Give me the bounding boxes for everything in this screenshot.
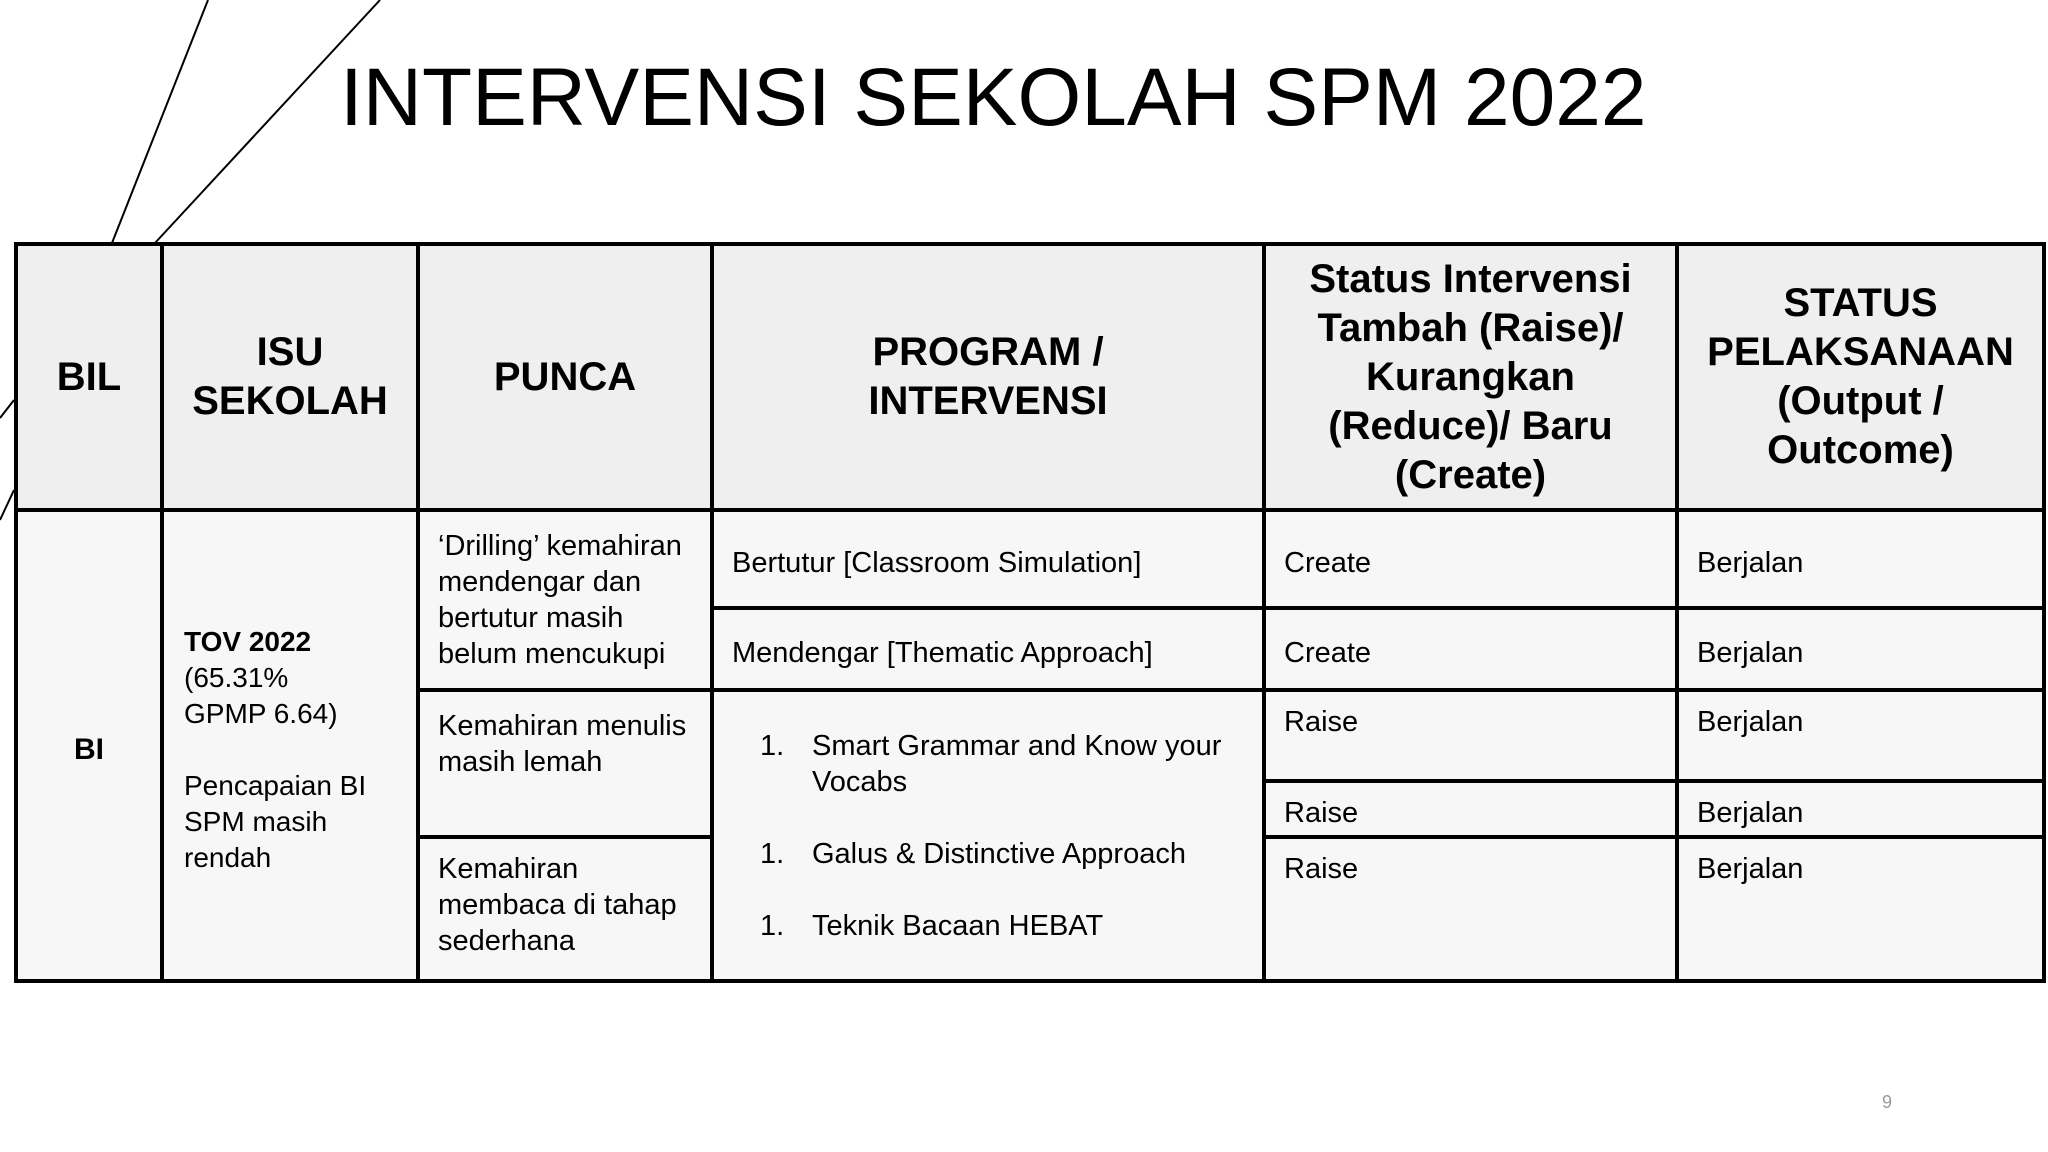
program-cell: Bertutur [Classroom Simulation]: [712, 510, 1264, 608]
status-intervensi-cell: Raise: [1264, 781, 1677, 837]
status-intervensi-cell: Raise: [1264, 837, 1677, 981]
isu-sekolah-cell: TOV 2022 (65.31% GPMP 6.64) Pencapaian BI SPM masih rendah: [162, 510, 418, 981]
header-isu-sekolah: ISU SEKOLAH: [162, 244, 418, 510]
status-pelaksanaan-cell: Berjalan: [1677, 837, 2044, 981]
list-item: 1. Teknik Bacaan HEBAT: [760, 909, 1104, 942]
punca-cell: ‘Drilling’ kemahiran mendengar dan bertutur masih belum mencukupi: [418, 510, 712, 690]
status-pelaksanaan-cell: Berjalan: [1677, 690, 2044, 781]
punca-cell: Kemahiran menulis masih lemah: [418, 690, 712, 837]
program-list-cell: [712, 690, 1264, 981]
header-bil: BIL: [16, 244, 162, 510]
header-row: [16, 244, 2044, 510]
header-status-intervensi: Status Intervensi Tambah (Raise)/ Kurangkan (Reduce)/ Baru (Create): [1264, 244, 1677, 510]
list-item: 1. Smart Grammar and Know your Vocabs: [760, 729, 1222, 798]
header-program: PROGRAM / INTERVENSI: [712, 244, 1264, 510]
bil-cell: BI: [16, 510, 162, 981]
intervention-table: [14, 242, 2046, 983]
program-cell: Mendengar [Thematic Approach]: [712, 608, 1264, 690]
status-pelaksanaan-cell: Berjalan: [1677, 510, 2044, 608]
table-row: [16, 510, 2044, 608]
slide-title: INTERVENSI SEKOLAH SPM 2022: [340, 52, 1647, 143]
header-status-pelaksanaan: STATUS PELAKSANAAN (Output / Outcome): [1677, 244, 2044, 510]
status-intervensi-cell: Create: [1264, 510, 1677, 608]
header-punca: PUNCA: [418, 244, 712, 510]
status-intervensi-cell: Create: [1264, 608, 1677, 690]
status-pelaksanaan-cell: Berjalan: [1677, 608, 2044, 690]
punca-cell: Kemahiran membaca di tahap sederhana: [418, 837, 712, 981]
status-intervensi-cell: Raise: [1264, 690, 1677, 781]
list-item: 1. Galus & Distinctive Approach: [760, 837, 1186, 870]
isu-heading: TOV 2022: [184, 625, 312, 657]
page-number: 9: [1882, 1092, 1893, 1112]
status-pelaksanaan-cell: Berjalan: [1677, 781, 2044, 837]
